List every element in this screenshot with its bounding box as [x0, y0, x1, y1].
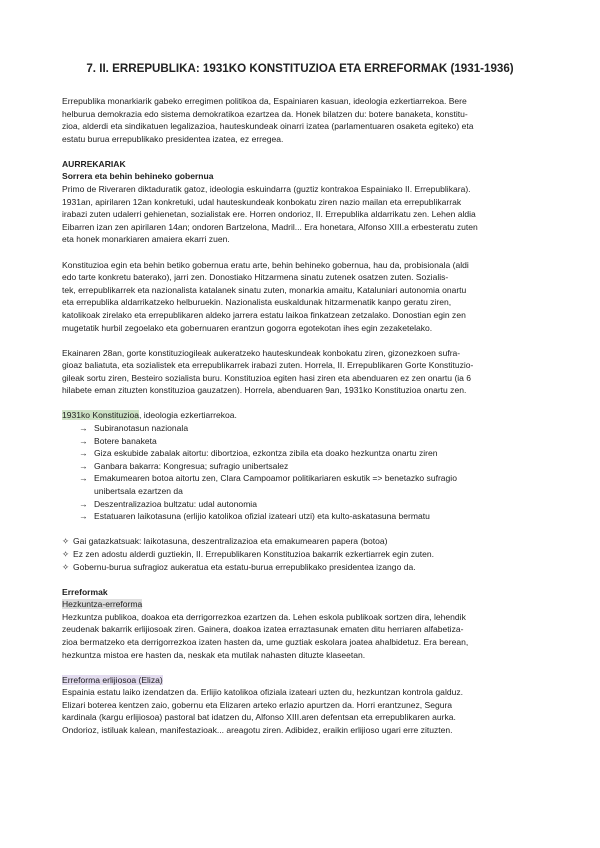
konstituzioa-intro — [62, 409, 538, 422]
diamond-icon: ✧ — [62, 536, 70, 547]
list-item: → Ganbara bakarra: Kongresua; sufragio unibertsalez — [79, 460, 289, 471]
list-item: → Estatuaren laikotasuna (erlijio katolikoa ofizial izateari utzi) eta kulto-askatasuna bermatu — [79, 511, 430, 522]
text-line: mugetatik hurbil zegoelako eta gobernuaren erantzun gogorra egotekotan ihes egin zezaketelako. — [62, 322, 433, 333]
erlijioa-label-line — [62, 674, 538, 687]
text-line: Ekainaren 28an, gorte konstituziogileak aukeratzeko hauteskundeak konbokatu ziren, gizonezkoen sufra- — [62, 347, 461, 358]
text-line: estatu burua errepublikako presidentea izatea, ez erregea. — [62, 133, 284, 144]
text-line: Eibarren izan zen apirilaren 14an; ondoren Bartzelona, Madril... Era honetara, Alfonso XIII.a erbesteratu zuten — [62, 221, 478, 232]
text-line: helburua demokrazia edo sistema demokratikoa ezartzea da. Honek bilatzen du: botere banaketa, konstitu- — [62, 108, 468, 119]
paragraph-3 — [62, 347, 538, 397]
diamond-icon: ✧ — [62, 561, 70, 572]
erlijioa-paragraph — [62, 686, 538, 736]
text-line: 1931an, apirilaren 12an konkretuki, udal hauteskundeak konbokatu ziren nazio mailan eta errepublikarrak — [62, 196, 462, 207]
section-heading-erreformak: Erreformak — [62, 586, 108, 597]
subheading-sorrera: Sorrera eta behin behineko gobernua — [62, 171, 214, 182]
text-line: eta honek monarkiaren amaiera ekarri zuen. — [62, 234, 230, 245]
text-line: hezkuntza mistoa ere hasten da, neskak eta mutilak nahasten dituzte klaseetan. — [62, 649, 366, 660]
arrow-icon: → — [79, 448, 88, 459]
paragraph-1 — [62, 183, 538, 246]
list-item: → Botere banaketa — [79, 435, 157, 446]
list-item: → Emakumearen botoa aitortu zen, Clara Campoamor politikariaren eskutik => benetazko sufragio unibertsala ezartzen da — [79, 473, 457, 497]
arrow-icon: → — [79, 423, 88, 434]
text-line: kardinala (kargu erlijiosoa) pastoral bat idatzen du, Alfonso XIII.aren defentsan eta errepublikaren aurka. — [62, 712, 456, 723]
text-line: zeudenak bakarrik erlijiosoak ziren. Gainera, doakoa izatea erraztasunak ematen ditu herriaren alfabetiza- — [62, 624, 464, 635]
text-line: Errepublika monarkiarik gabeko erregimen politikoa da, Espainiaren kasuan, ideologia ezkertiarrekoa. Bere — [62, 96, 467, 106]
diamond-icon: ✧ — [62, 548, 70, 559]
text-line: irabazi zuten udalerri gehienetan, sozialistak ere. Horren ondorioz, II. Errepublika aldarrikatu zen. Lehen aldia — [62, 209, 476, 220]
section-heading-aurrekariak: AURREKARIAK — [62, 158, 126, 169]
text-line: tek, errepublikarrek eta nazionalista katalanek sinatu zuten, monarkia amaitu, Kataluniari autonomia onartu — [62, 284, 467, 295]
list-item: → Deszentralizazioa bultzatu: udal autonomia — [79, 498, 257, 509]
arrow-icon: → — [79, 435, 88, 446]
text-line: Hezkuntza publikoa, doakoa eta derrigorrezkoa ezartzen da. Lehen eskola publikoak sortzen dira, lehendik — [62, 611, 466, 622]
list-item: → Giza eskubide zabalak aitortu: dibortzioa, ezkontza zibila eta doako hezkuntza onartu ziren — [79, 448, 438, 459]
text-line: edo tarte konkretu baterako), jarri zen. Donostiako Hitzarmena sinatu zutenek osatzen zuten. Sozialis- — [62, 272, 449, 283]
highlight-hezkuntza: Hezkuntza-erreforma — [62, 599, 143, 610]
document-page — [62, 62, 538, 737]
text-line: eta errepublika aldarrikatzeko helburuekin. Nazionalista euskaldunak hitzarmenatik kanpo geratu ziren, — [62, 297, 452, 308]
text-line: zioa bermatzeko eta derrigorrezkoa izaten hasten da, ume guztiak eskolara joatea ahalbidetuz. Era berean, — [62, 636, 469, 647]
text-line: Ondorioz, istiluak kalean, manifestazioak... areagotu ziren. Adibidez, eraikin erlijioso ugari erre zituzten. — [62, 725, 453, 736]
highlight-erlijioa: Erreforma erlijiosoa (Eliza) — [62, 674, 163, 685]
note-item: ✧ Gai gatazkatsuak: laikotasuna, deszentralizazioa eta emakumearen papera (botoa) — [62, 536, 388, 547]
text-line: Konstituzioa egin eta behin betiko gobernua eratu arte, behin behineko gobernua, hau da, probisionala (aldi — [62, 259, 469, 270]
text-line: gioaz baliatuta, eta sozialistek eta errepublikarrek irabazi zuten. Horrela, II. Errepublikaren Gorte Konstituzio- — [62, 360, 474, 371]
text-line: Primo de Riveraren diktaduratik gatoz, ideologia eskuindarra (guztiz kontrakoa Espainiako II. Errepublikara). — [62, 184, 471, 195]
text-line: Espainia estatu laiko izendatzen da. Erlijio katolikoa ofiziala izateari uzten du, hezkuntzan kontrola galduz. — [62, 687, 463, 698]
hezkuntza-label-line — [62, 598, 538, 611]
arrow-icon: → — [79, 498, 88, 509]
list-item: → Subiranotasun nazionala — [79, 423, 189, 434]
paragraph-2 — [62, 259, 538, 335]
arrow-icon: → — [79, 473, 88, 484]
konstituzioa-rest: , ideologia ezkertiarrekoa. — [138, 410, 237, 421]
arrow-icon: → — [79, 460, 88, 471]
text-line: Elizari boterea kentzen zaio, gobernu eta Elizaren arteko erlazio apurtzen da. Horri erantzunez, Segura — [62, 699, 453, 710]
text-line: katolikoak zirelako eta errepublikaren aldeko jarrera estatu laikoa finkatzean zetzalako. Donostian egin zen — [62, 309, 466, 320]
page-title: 7. II. ERREPUBLIKA: 1931KO KONSTITUZIOA ETA ERREFORMAK (1931-1936) — [86, 62, 514, 75]
text-line: zioa, alderdi eta sindikatuen legalizazioa, hauteskundeak oinarri izatea (parlamentuaren osaketa egiteko) eta — [62, 121, 474, 132]
hezkuntza-paragraph — [62, 611, 538, 661]
intro-paragraph — [62, 95, 538, 145]
highlight-konstituzioa: 1931ko Konstituzioa — [62, 410, 139, 421]
text-line: gileak sortu ziren, Besteiro sozialista buru. Konstituzioa egiten hasi ziren eta abenduaren ez zen onartu (ia 6 — [62, 372, 472, 383]
note-item: ✧ Ez zen adostu alderdi guztiekin, II. Errepublikaren Konstituzioa bakarrik ezkertiarrek egin zuten. — [62, 548, 435, 559]
arrow-icon: → — [79, 511, 88, 522]
notes-list — [62, 535, 538, 573]
text-line: hilabete eman zituzten konstituzioa gauzatzen). Horrela, abenduaren 9an, 1931ko Konstituzioa onartu zen. — [62, 385, 467, 396]
note-item: ✧ Gobernu-burua sufragioz aukeratua eta estatu-burua errepublikako presidentea izango da. — [62, 561, 416, 572]
konstituzioa-list — [62, 422, 538, 523]
